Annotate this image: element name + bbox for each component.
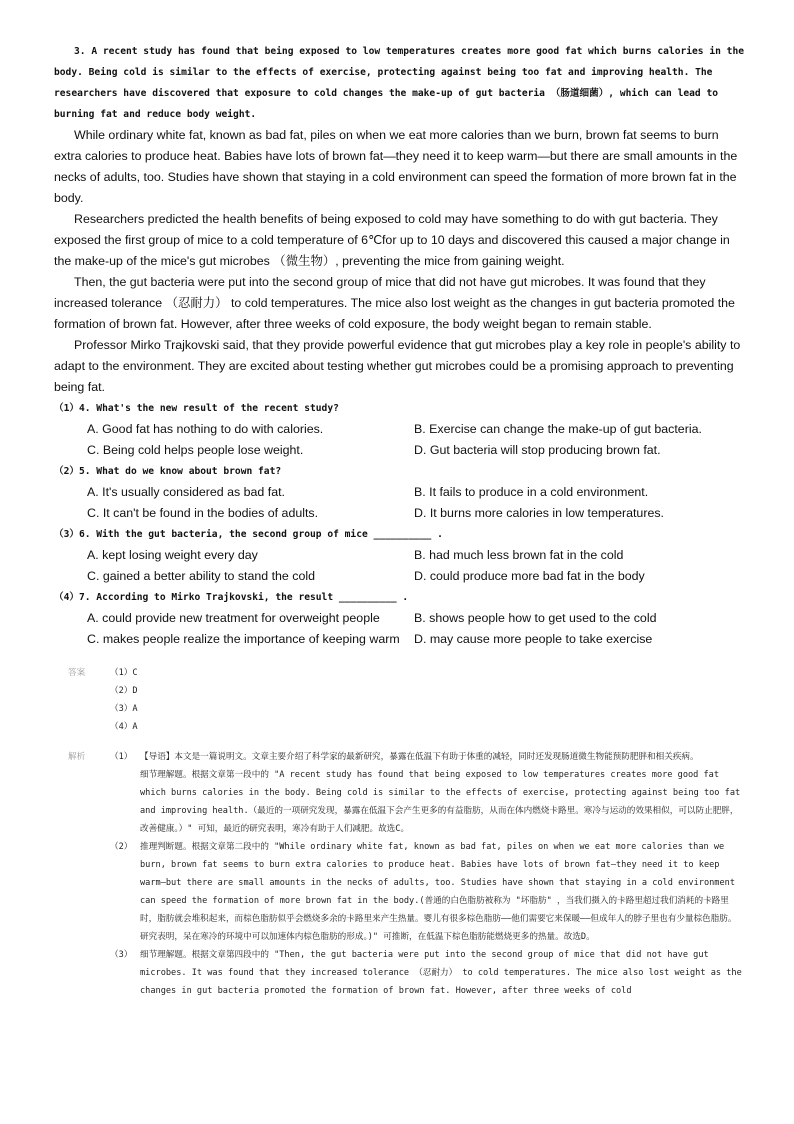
paragraph: While ordinary white fat, known as bad fat, piles on when we eat more calories than we burn, brown fat seems to burn extra calories to produce heat. Babies have lots of brown fat—they need it to keep warm—but there are small amounts in the necks of adults, too. Studies have shown that staying in a cold environment can speed the formation of more brown fat in the body. <box>54 128 738 205</box>
option-c: C. Being cold helps people lose weight. <box>87 443 304 457</box>
explanation-text: 细节理解题。根据文章第一段中的 "A recent study has found that being exposed to low temperatures creates more good fat which burns calories in the body. Being cold is similar to the effects of exercise, protecting against being too fat and improving health.（最近的一项研究发现，暴露在低温下会产生更多的有益脂肪，从而在体内燃烧卡路里。寒冷与运动的效果相似，可以防止肥胖，改善健康。）" 可知，最近的研究表明，寒冷有助于人们减肥。故选C。 <box>140 770 741 834</box>
option-d: D. Gut bacteria will stop producing brown fat. <box>414 443 661 457</box>
passage-body <box>54 125 744 398</box>
explanation-text: 细节理解题。根据文章第四段中的 "Then, the gut bacteria were put into the second group of mice that did not have gut microbes. It was found that they increased tolerance （忍耐力） to cold temperatures. The mice also lost weight as the changes in gut bacteria promoted the formation of brown fat. However, after three weeks of cold <box>140 950 742 996</box>
question <box>54 524 744 587</box>
answer: （2）D <box>110 686 138 696</box>
explanation-number: （2） <box>110 842 133 852</box>
question-stem: （1）4. What's the new result of the recent study? <box>54 403 339 414</box>
explanation <box>54 748 744 1000</box>
question-stem: （4）7. According to Mirko Trajkovski, the result __________ . <box>54 592 409 603</box>
answer: （4）A <box>110 722 138 732</box>
answer-label: 答案 <box>68 668 86 678</box>
answer: （1）C <box>110 668 138 678</box>
passage-intro: 3. A recent study has found that being exposed to low temperatures creates more good fat which burns calories in the body. Being cold is similar to the effects of exercise, protecting against being too fat and improving health. The researchers have discovered that exposure to cold changes the make-up of gut bacteria （肠道细菌）, which can lead to burning fat and reduce body weight. <box>54 46 745 120</box>
option-a: A. kept losing weight every day <box>87 548 258 562</box>
paragraph: Then, the gut bacteria were put into the second group of mice that did not have gut microbes. It was found that they increased tolerance （忍耐力） to cold temperatures. The mice also lost weight as the changes in gut bacteria promoted the formation of brown fat. However, after three weeks of cold exposure, the body weight began to remain stable. <box>54 275 735 331</box>
question <box>54 461 744 524</box>
option-b: B. It fails to produce in a cold environment. <box>414 485 649 499</box>
answer: （3）A <box>110 704 138 714</box>
question-stem: （3）6. With the gut bacteria, the second group of mice __________ . <box>54 529 443 540</box>
option-c: C. makes people realize the importance of keeping warm <box>87 632 400 646</box>
option-c: C. It can't be found in the bodies of adults. <box>87 506 319 520</box>
question <box>54 587 744 650</box>
question-stem: （2）5. What do we know about brown fat? <box>54 466 282 477</box>
explanation-text: 推理判断题。根据文章第二段中的 "While ordinary white fat, known as bad fat, piles on when we eat more calories than we burn, brown fat seems to burn extra calories to produce heat. Babies have lots of brown fat—they need it to keep warm—but there are small amounts in the necks of adults, too. Studies have shown that staying in a cold environment can speed the formation of more brown fat in the body.(普通的白色脂肪被称为 "坏脂肪" ，当我们摄入的卡路里超过我们消耗的卡路里时，脂肪就会堆积起来，而棕色脂肪似乎会燃烧多余的卡路里来产生热量。婴儿有很多棕色脂肪——他们需要它来保暖——但成年人的脖子里也有少量棕色脂肪。研究表明，呆在寒冷的环境中可以加速体内棕色脂肪的形成。)" 可推断，在低温下棕色脂肪能燃烧更多的热量。故选D。 <box>140 842 737 942</box>
option-d: D. could produce more bad fat in the body <box>414 569 645 583</box>
option-b: B. shows people how to get used to the cold <box>414 611 657 625</box>
option-d: D. It burns more calories in low temperatures. <box>414 506 664 520</box>
option-a: A. Good fat has nothing to do with calories. <box>87 422 324 436</box>
explanation-number: （1） <box>110 752 133 762</box>
option-c: C. gained a better ability to stand the cold <box>87 569 315 583</box>
explanation-number: （3） <box>110 950 133 960</box>
question <box>54 398 744 461</box>
questions <box>54 398 744 650</box>
answer-key <box>54 664 744 736</box>
explanation-label: 解析 <box>68 752 86 762</box>
paragraph: Professor Mirko Trajkovski said, that they provide powerful evidence that gut microbes play a key role in people's ability to adapt to the environment. They are excited about testing whether gut microbes could be a promising approach to preventing being fat. <box>54 338 741 394</box>
option-a: A. It's usually considered as bad fat. <box>87 485 285 499</box>
option-b: B. Exercise can change the make-up of gut bacteria. <box>414 422 702 436</box>
option-b: B. had much less brown fat in the cold <box>414 548 624 562</box>
paragraph: Researchers predicted the health benefits of being exposed to cold may have something to do with gut bacteria. They exposed the first group of mice to a cold temperature of 6℃for up to 10 days and discovered this caused a major change in the make-up of the mice's gut microbes （微生物）, preventing the mice from gaining weight. <box>54 212 730 268</box>
option-d: D. may cause more people to take exercise <box>414 632 653 646</box>
explanation-text: 【导语】本文是一篇说明文。文章主要介绍了科学家的最新研究，暴露在低温下有助于体重的减轻，同时还发现肠道微生物能预防肥胖和相关疾病。 <box>140 752 699 762</box>
option-a: A. could provide new treatment for overweight people <box>87 611 380 625</box>
